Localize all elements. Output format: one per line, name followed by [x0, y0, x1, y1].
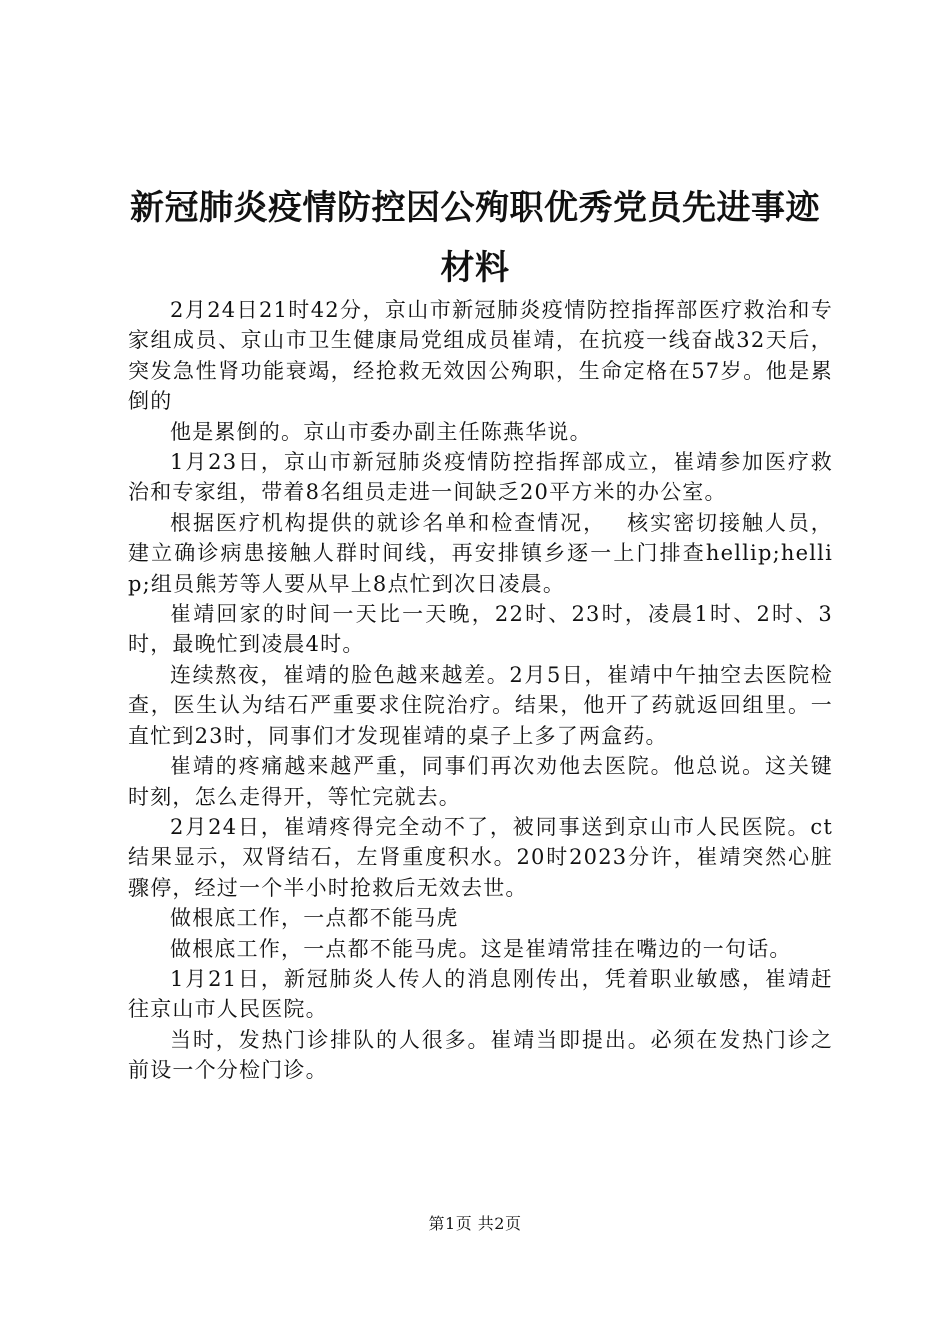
page-number-footer: 第1页 共2页	[428, 1214, 522, 1233]
document-title: 新冠肺炎疫情防控因公殉职优秀党员先进事迹材料	[130, 188, 820, 288]
paragraph: 崔靖的疼痛越来越严重，同事们再次劝他去医院。他总说。这关键时刻，怎么走得开，等忙完就去。	[128, 754, 833, 809]
paragraph: 崔靖回家的时间一天比一天晚，22时、23时，凌晨1时、2时、3时，最晚忙到凌晨4时。	[128, 602, 833, 657]
paragraph: 根据医疗机构提供的就诊名单和检查情况， 核实密切接触人员，建立确诊病患接触人群时间线，再安排镇乡逐一上门排查hellip;hellip;组员熊芳等人要从早上8点忙到次日凌晨。	[128, 510, 833, 596]
paragraph: 他是累倒的。京山市委办副主任陈燕华说。	[170, 419, 592, 444]
paragraph: 做根底工作，一点都不能马虎	[170, 906, 459, 931]
document-body	[128, 295, 833, 1086]
paragraph: 2月24日，崔靖疼得完全动不了，被同事送到京山市人民医院。ct结果显示，双肾结石，左肾重度积水。20时2023分许，崔靖突然心脏骤停，经过一个半小时抢救后无效去世。	[128, 814, 833, 900]
paragraph: 1月21日，新冠肺炎人传人的消息刚传出，凭着职业敏感，崔靖赶往京山市人民医院。	[128, 966, 833, 1022]
paragraph: 做根底工作，一点都不能马虎。这是崔靖常挂在嘴边的一句话。	[170, 936, 792, 961]
paragraph: 1月23日，京山市新冠肺炎疫情防控指挥部成立，崔靖参加医疗救治和专家组，带着8名组员走进一间缺乏20平方米的办公室。	[128, 450, 833, 505]
paragraph: 连续熬夜，崔靖的脸色越来越差。2月5日，崔靖中午抽空去医院检查，医生认为结石严重要求住院治疗。结果，他开了药就返回组里。一直忙到23时，同事们才发现崔靖的桌子上多了两盒药。	[128, 662, 833, 748]
paragraph: 当时，发热门诊排队的人很多。崔靖当即提出。必须在发热门诊之前设一个分检门诊。	[128, 1027, 833, 1083]
paragraph: 2月24日21时42分，京山市新冠肺炎疫情防控指挥部医疗救治和专家组成员、京山市卫生健康局党组成员崔靖，在抗疫一线奋战32天后，突发急性肾功能衰竭，经抢救无效因公殉职，生命定格在57岁。他是累倒的	[128, 298, 833, 414]
